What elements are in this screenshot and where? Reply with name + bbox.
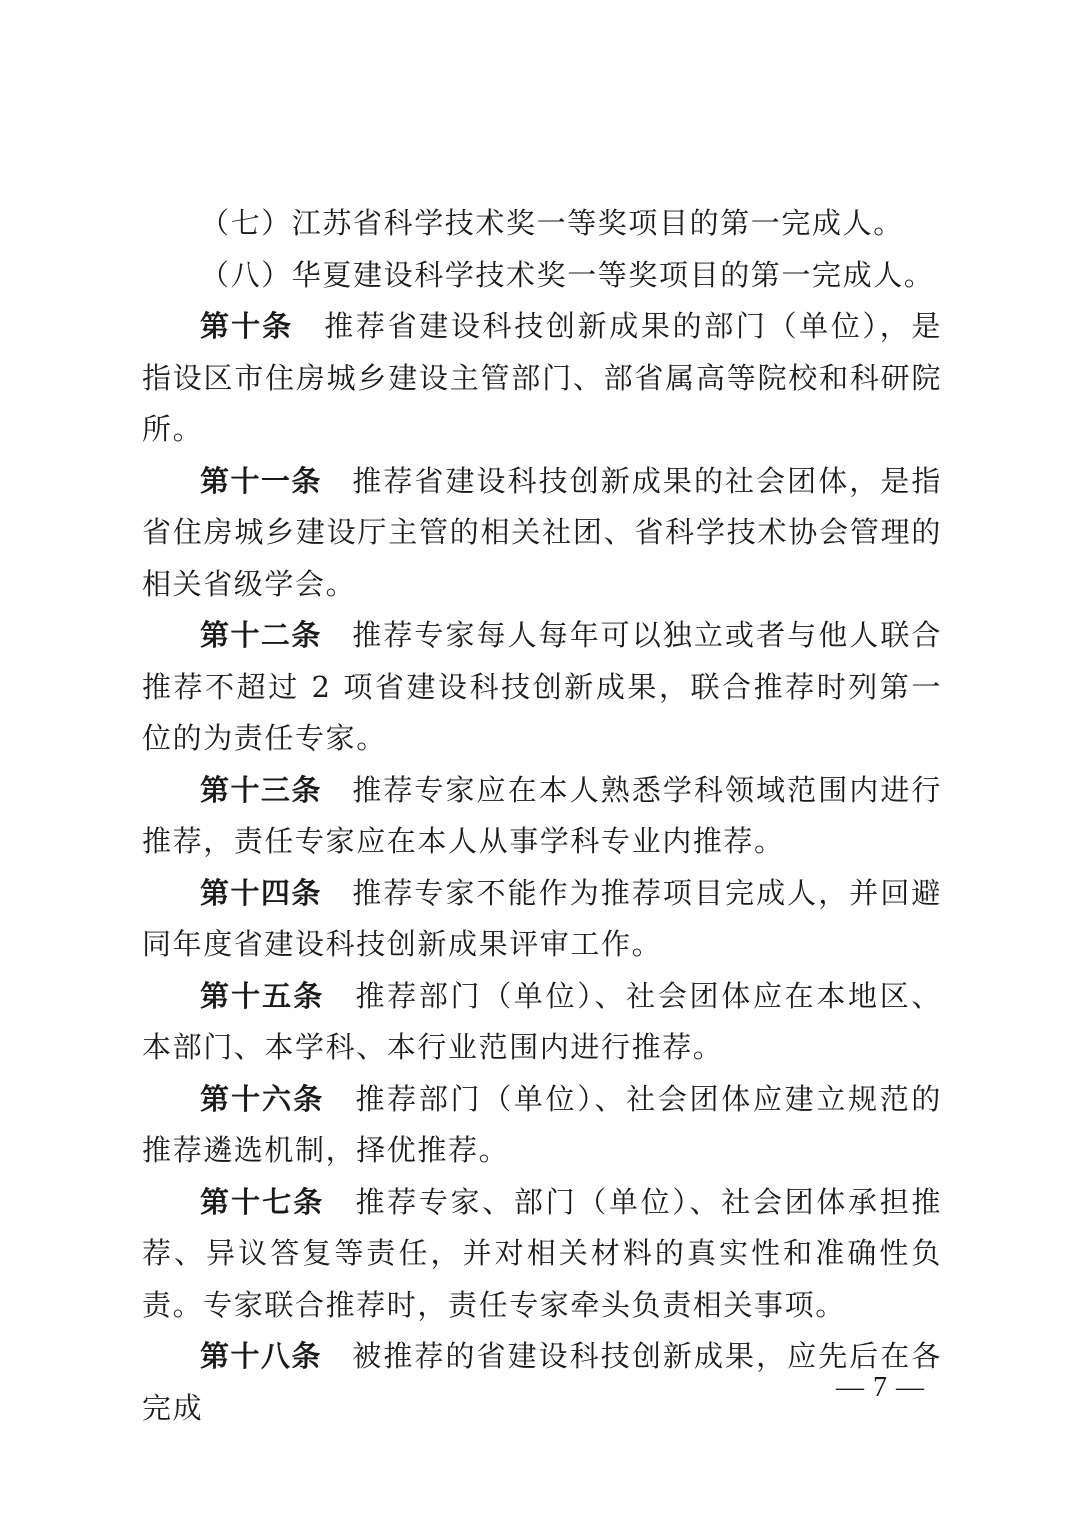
article-12 — [142, 610, 942, 765]
article-12-heading: 第十二条 — [200, 618, 322, 652]
article-16 — [142, 1074, 942, 1177]
page-number: — 7 — — [836, 1372, 925, 1403]
article-18 — [142, 1331, 942, 1434]
document-body — [142, 198, 942, 1434]
article-11-heading: 第十一条 — [200, 463, 322, 498]
article-10 — [142, 301, 942, 456]
article-18-text: 被推荐的省建设科技创新成果，应先后在各完成 — [142, 1339, 942, 1425]
article-14 — [142, 868, 942, 971]
item-7 — [142, 198, 942, 250]
article-12-text: 推荐专家每人每年可以独立或者与他人联合推荐不超过 2 项省建设科技创新成果，联合推荐时列第一位的为责任专家。 — [142, 618, 942, 755]
article-13-text: 推荐专家应在本人熟悉学科领域范围内进行推荐，责任专家应在本人从事学科专业内推荐。 — [142, 772, 942, 858]
article-15 — [142, 971, 942, 1074]
item-8 — [142, 250, 942, 302]
item-7-text: （七）江苏省科学技术奖一等奖项目的第一完成人。 — [200, 206, 904, 240]
article-17-heading: 第十七条 — [200, 1184, 325, 1219]
article-14-text: 推荐专家不能作为推荐项目完成人，并回避同年度省建设科技创新成果评审工作。 — [142, 875, 942, 961]
article-10-heading: 第十条 — [200, 309, 294, 343]
article-13 — [142, 765, 942, 868]
article-18-heading: 第十八条 — [200, 1339, 322, 1373]
article-13-heading: 第十三条 — [200, 772, 322, 807]
article-16-text: 推荐部门（单位）、社会团体应建立规范的推荐遴选机制，择优推荐。 — [142, 1081, 942, 1167]
article-17 — [142, 1177, 942, 1332]
article-10-text: 推荐省建设科技创新成果的部门（单位），是指设区市住房城乡建设主管部门、部省属高等院校和科研院所。 — [142, 309, 942, 446]
article-11 — [142, 456, 942, 611]
article-17-text: 推荐专家、部门（单位）、社会团体承担推荐、异议答复等责任，并对相关材料的真实性和准确性负责。专家联合推荐时，责任专家牵头负责相关事项。 — [142, 1184, 942, 1322]
article-15-heading: 第十五条 — [200, 978, 325, 1013]
item-8-text: （八）华夏建设科学技术奖一等奖项目的第一完成人。 — [200, 257, 935, 292]
article-15-text: 推荐部门（单位）、社会团体应在本地区、本部门、本学科、本行业范围内进行推荐。 — [142, 978, 942, 1064]
article-14-heading: 第十四条 — [200, 875, 322, 910]
article-16-heading: 第十六条 — [200, 1081, 325, 1116]
article-11-text: 推荐省建设科技创新成果的社会团体，是指省住房城乡建设厅主管的相关社团、省科学技术协会管理的相关省级学会。 — [142, 463, 942, 601]
